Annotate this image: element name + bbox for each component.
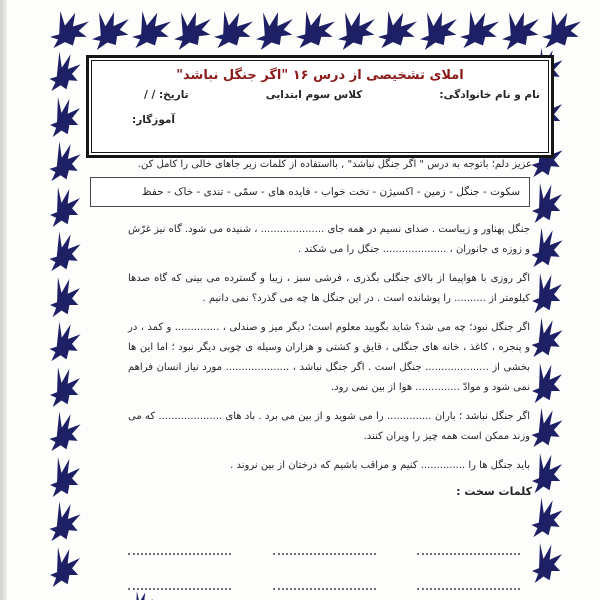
swallow-bird-icon xyxy=(417,9,460,51)
bird-border-bottom-partial xyxy=(131,591,153,600)
swallow-bird-icon xyxy=(335,9,378,51)
answer-line xyxy=(128,586,231,590)
swallow-bird-icon xyxy=(49,51,82,94)
answer-line xyxy=(273,551,376,555)
answer-lines-row-1 xyxy=(128,551,520,555)
instruction-text: عزیز دلم؛ باتوجه به درس " اگر جنگل نباشد" , بااستفاده از کلمات زیر جاهای خالی را کامل کن. xyxy=(137,159,532,170)
word-bank-box: سکوت - جنگل - زمین - اکسیژن - تخت خواب - فایده های - سمّی - تندی - خاک - حفظ xyxy=(90,177,530,207)
swallow-bird-icon xyxy=(542,11,581,49)
hard-words-label: کلمات سخت : xyxy=(456,485,532,498)
swallow-bird-icon xyxy=(460,11,499,49)
swallow-bird-icon xyxy=(49,411,82,454)
answer-line xyxy=(417,586,520,590)
swallow-bird-icon xyxy=(131,591,153,600)
bird-border-left xyxy=(50,52,80,588)
paragraph: اگر جنگل نبود؛ چه می شد؟ شاید بگویید معلوم است؛ دیگر میز و صندلی ، .............. و کمد ، در و پنجره ، کاغذ ، خانه های جنگلی ، قایق و کشتی و هزاران وسیله ی چوبی دیگر نبود ؛ اما این ها بخشی از .................... جنگل است . اگر جنگل نباشد ، .................... مورد نیاز انسان فراهم نمی شود و موادّ .............. هوا از بین نمی رود. xyxy=(128,322,530,393)
swallow-bird-icon xyxy=(499,9,542,51)
swallow-bird-icon xyxy=(531,497,564,540)
swallow-bird-icon xyxy=(49,321,82,364)
paragraph: جنگل پهناور و زیباست . صدای نسیم در همه جای .................... ، شنیده می شود. گاه نیز غرّش و زوزه ی جانوران ، .................... جنگل را می شکند . xyxy=(128,224,530,255)
swallow-bird-icon xyxy=(49,231,82,274)
worksheet-title: املای تشخیصی از درس ۱۶ "اگر جنگل نباشد" xyxy=(176,68,464,83)
header-box-inner xyxy=(91,60,549,153)
swallow-bird-icon xyxy=(296,11,335,49)
swallow-bird-icon xyxy=(50,367,80,408)
worksheet-body xyxy=(90,159,532,498)
swallow-bird-icon xyxy=(89,9,132,51)
swallow-bird-icon xyxy=(532,543,562,584)
swallow-bird-icon xyxy=(50,547,80,588)
swallow-bird-icon xyxy=(50,187,80,228)
swallow-bird-icon xyxy=(531,407,564,450)
teacher-label: آموزگار: xyxy=(132,114,176,126)
swallow-bird-icon xyxy=(50,97,80,138)
swallow-bird-icon xyxy=(214,11,253,49)
exercise-paragraphs xyxy=(128,220,530,476)
swallow-bird-icon xyxy=(531,227,564,270)
paragraph: باید جنگل ها را .............. کنیم و مراقب باشیم که درختان از بین نروند . xyxy=(230,460,530,471)
date-label: تاریخ: / / xyxy=(144,89,189,101)
swallow-bird-icon xyxy=(49,141,82,184)
swallow-bird-icon xyxy=(532,273,562,314)
swallow-bird-icon xyxy=(532,363,562,404)
answer-line xyxy=(128,551,231,555)
photo-edge xyxy=(0,0,7,600)
swallow-bird-icon xyxy=(532,183,562,224)
answer-line xyxy=(273,586,376,590)
swallow-bird-icon xyxy=(49,501,82,544)
swallow-bird-icon xyxy=(50,277,80,318)
swallow-bird-icon xyxy=(132,11,171,49)
answer-line xyxy=(417,551,520,555)
swallow-bird-icon xyxy=(532,453,562,494)
swallow-bird-icon xyxy=(531,317,564,360)
bird-border-top xyxy=(50,11,584,51)
paragraph: اگر روزی با هواپیما از بالای جنگلی بگذری ، فرشی سبز ، زیبا و گسترده می بینی که گاه صدها کیلومتر از .......... را پوشانده است . در این جنگل ها چه می گذرد؟ نمی دانیم . xyxy=(128,273,530,304)
paragraph: اگر جنگل نباشد ؛ باران .............. را می شوید و از بین می برد . باد های .................... که می وزند ممکن است همه چیز را ویران کنند. xyxy=(128,411,530,442)
student-name-label: نام و نام خانوادگی: xyxy=(439,89,540,101)
swallow-bird-icon xyxy=(253,9,296,51)
swallow-bird-icon xyxy=(378,11,417,49)
swallow-bird-icon xyxy=(171,9,214,51)
swallow-bird-icon xyxy=(50,457,80,498)
class-label: کلاس سوم ابتدایی xyxy=(265,89,363,101)
answer-lines-row-2 xyxy=(128,586,520,590)
swallow-bird-icon xyxy=(50,11,89,49)
header-box xyxy=(86,55,554,158)
